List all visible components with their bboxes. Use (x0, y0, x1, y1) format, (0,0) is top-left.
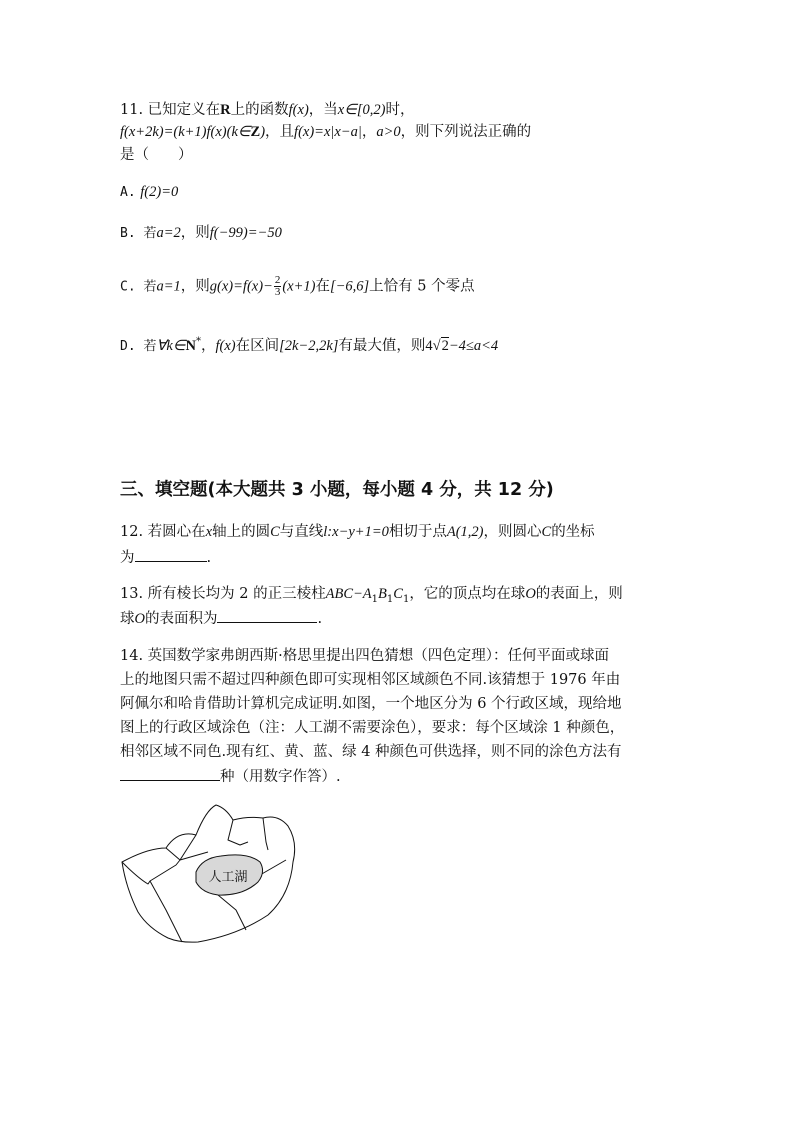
q12-line2: 为 . (120, 547, 211, 568)
q14-line4: 图上的行政区域涂色（注：人工湖不需要涂色），要求：每个区域涂 1 种颜色， (120, 720, 625, 736)
region-border (228, 820, 248, 845)
fraction: $\frac{2}{3}$ (274, 274, 281, 298)
q13-line2: 球O的表面积为 . (120, 608, 322, 629)
q14-line1: 14. 英国数学家弗朗西斯·格思里提出四色猜想（四色定理）：任何平面或球面 (120, 648, 610, 664)
lake-label: 人工湖 (208, 870, 248, 885)
q11-option-d: D. 若∀k∈N*，f(x)在区间[2k−2,2k]有最大值，则4√2−4≤a<4 (120, 336, 499, 354)
region-border (260, 860, 286, 875)
q11-option-c: C. 若a=1，则g(x)=f(x)− $\frac{2}{3}$ (x+1)在[−6,6]上恰有 5 个零点 (120, 274, 475, 298)
q14-line5: 相邻区域不同色.现有红、黄、蓝、绿 4 种颜色可供选择，则不同的涂色方法有 (120, 744, 622, 760)
q12-line1: 12. 若圆心在x轴上的圆C与直线l:x−y+1=0相切于点A(1,2)，则圆心C的坐标 (120, 524, 595, 540)
q14-line2: 上的地图只需不超过四种颜色即可实现相邻区域颜色不同.该猜想于 1976 年由 (120, 672, 621, 688)
q14-line6: 种（用数字作答）. (120, 766, 341, 787)
answer-blank[interactable] (217, 608, 317, 623)
q11-line1: 11. 已知定义在R上的函数f(x)，当x∈[0,2)时， (120, 102, 415, 118)
q14-line3: 阿佩尔和哈肯借助计算机完成证明.如图，一个地区分为 6 个行政区域，现给地 (120, 696, 622, 712)
region-border (150, 881, 182, 942)
region-border (122, 848, 180, 884)
q11-option-a: A. f(2)=0 (120, 184, 179, 200)
q13-line1: 13. 所有棱长均为 2 的正三棱柱$ABC-A_1B_1C_1$，它的顶点均在球O的表面上，则 (120, 586, 623, 605)
answer-blank[interactable] (135, 547, 207, 562)
region-border (263, 818, 268, 850)
region-border (218, 895, 246, 930)
q11-option-b: B. 若a=2，则f(−99)=−50 (120, 225, 282, 241)
answer-blank[interactable] (120, 766, 220, 781)
section-heading: 三、填空题(本大题共 3 小题，每小题 4 分，共 12 分) (120, 480, 554, 500)
q11-line2: f(x+2k)=(k+1)f(x)(k∈Z)，且f(x)=x|x−a|，a>0，则下列说法正确的 (120, 124, 532, 140)
region-map-figure (118, 800, 318, 950)
q11-line3: 是（ ） (120, 147, 193, 163)
